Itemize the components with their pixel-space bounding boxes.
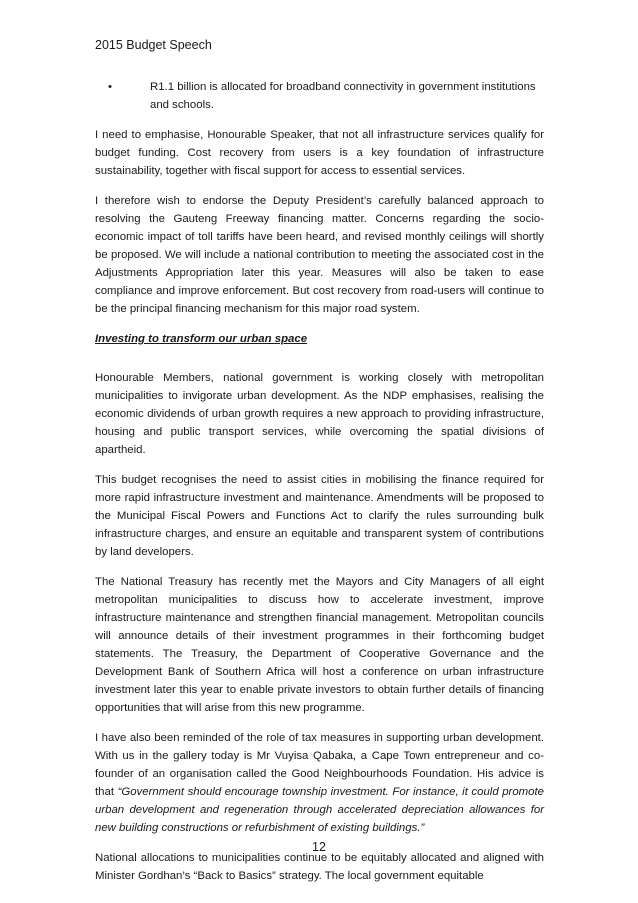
paragraph-tax-intro: I have also been reminded of the role of tax measures in supporting urban development. With us in the gallery today is Mr Vuyisa Qabaka, a Cape Town entrepreneur and co-founder of an organisation called the Good Neighbourhoods Foundation. His advice is that <box>95 732 544 798</box>
paragraph-national-treasury: The National Treasury has recently met the Mayors and City Managers of all eight metropolitan municipalities to discuss how to accelerate investment, improve infrastructure maintenance and strengthen financial management. Metropolitan councils will announce details of their investment programmes in their forthcoming budget statements. The Treasury, the Department of Cooperative Governance and the Development Bank of Southern Africa will host a conference on urban infrastructure investment later this year to enable private investors to obtain further details of financing opportunities that will arise from this new programme. <box>95 576 544 714</box>
paragraph-urban-development: Honourable Members, national government is working closely with metropolitan municipalities to invigorate urban development. As the NDP emphasises, realising the economic dividends of urban growth requires a new approach to providing infrastructure, housing and public transport services, while overcoming the spatial divisions of apartheid. <box>95 372 544 456</box>
paragraph-cities-finance: This budget recognises the need to assist cities in mobilising the finance required for more rapid infrastructure investment and maintenance. Amendments will be proposed to the Municipal Fiscal Powers and Functions Act to clarify the rules surrounding bulk infrastructure charges, and ensure an equitable and transparent system of contributions by land developers. <box>95 474 544 558</box>
paragraph-tax-measures <box>95 729 544 837</box>
bullet-icon: • <box>108 81 112 93</box>
page-number: 12 <box>312 840 326 854</box>
bullet-item <box>95 78 544 114</box>
paragraph-municipal-allocations: National allocations to municipalities continue to be equitably allocated and aligned with Minister Gordhan’s “Back to Basics” strategy. The local government equitable <box>95 852 544 882</box>
bullet-text: R1.1 billion is allocated for broadband connectivity in government institutions and schools. <box>150 81 536 111</box>
section-heading: Investing to transform our urban space <box>95 333 308 345</box>
running-header: 2015 Budget Speech <box>95 38 212 52</box>
quote-text: “Government should encourage township investment. For instance, it could promote urban development and regeneration through accelerated depreciation allowances for new building constructions or refurbishment of existing buildings.” <box>95 786 544 834</box>
page-body <box>95 78 544 897</box>
paragraph-infrastructure-funding: I need to emphasise, Honourable Speaker, that not all infrastructure services qualify for budget funding. Cost recovery from users is a key foundation of infrastructure sustainability, together with fiscal support for access to essential services. <box>95 129 544 177</box>
paragraph-gauteng-freeway: I therefore wish to endorse the Deputy President’s carefully balanced approach to resolving the Gauteng Freeway financing matter. Concerns regarding the socio-economic impact of toll tariffs have been heard, and revised monthly ceilings will shortly be proposed. We will include a national contribution to meeting the associated cost in the Adjustments Appropriation later this year. Measures will also be taken to ease compliance and improve enforcement. But cost recovery from road-users will continue to be the principal financing mechanism for this major road system. <box>95 195 544 315</box>
